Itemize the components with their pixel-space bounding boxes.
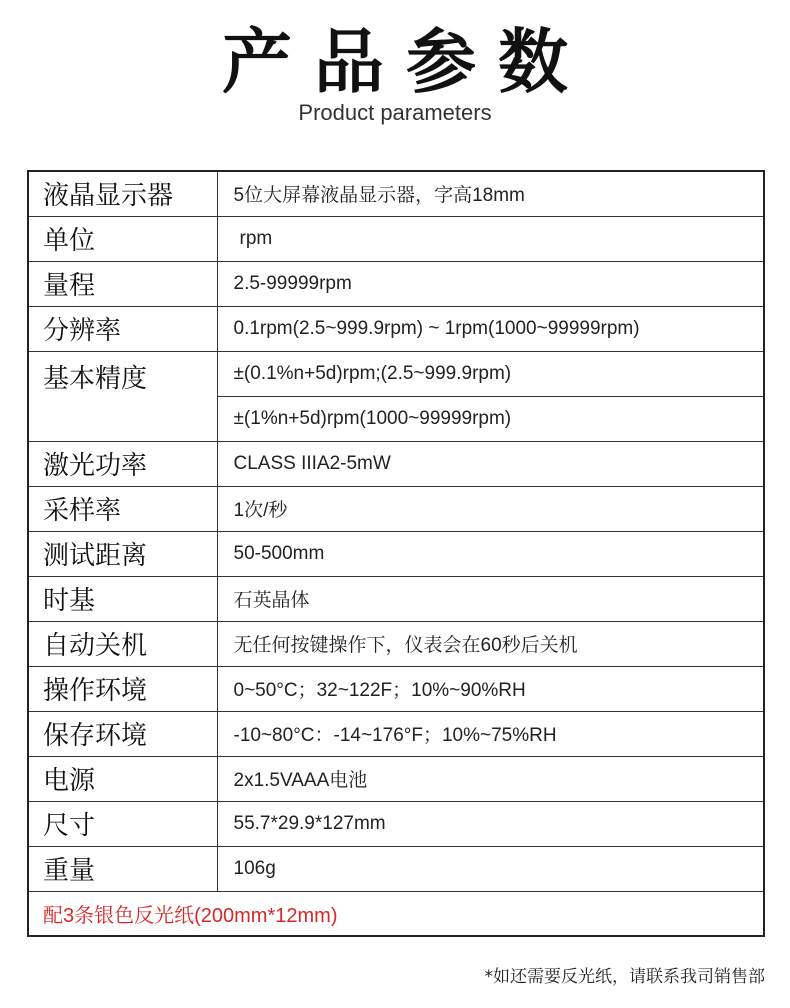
row-label: 采样率 [28,486,217,531]
table-row [28,891,764,936]
row-value: 无任何按键操作下，仪表会在60秒后关机 [217,621,764,666]
table-row [28,666,764,711]
table-row [28,261,764,306]
row-value: 0~50°C；32~122F；10%~90%RH [217,666,764,711]
table-row [28,306,764,351]
table-row [28,801,764,846]
row-label: 单位 [28,216,217,261]
table-row [28,171,764,216]
row-label: 电源 [28,756,217,801]
table-row [28,711,764,756]
row-value: CLASS IIIA2-5mW [217,441,764,486]
row-label: 尺寸 [28,801,217,846]
page-subtitle: Product parameters [298,100,492,125]
row-label: 测试距离 [28,531,217,576]
table-row [28,531,764,576]
table-row [28,576,764,621]
row-label: 自动关机 [28,621,217,666]
row-value: rpm [217,216,764,261]
row-label: 液晶显示器 [28,171,217,216]
table-row [28,621,764,666]
row-value: 55.7*29.9*127mm [217,801,764,846]
row-value: 0.1rpm(2.5~999.9rpm) ~ 1rpm(1000~99999rpm) [217,306,764,351]
row-value: ±(0.1%n+5d)rpm;(2.5~999.9rpm) [217,351,764,396]
row-value: 1次/秒 [217,486,764,531]
table-row [28,486,764,531]
row-label: 分辨率 [28,306,217,351]
table-row [28,756,764,801]
row-value: 2.5-99999rpm [217,261,764,306]
row-label: 激光功率 [28,441,217,486]
row-label: 保存环境 [28,711,217,756]
row-label: 操作环境 [28,666,217,711]
row-value: 2x1.5VAAA电池 [217,756,764,801]
row-label: 量程 [28,261,217,306]
table-row [28,846,764,891]
footnote: *如还需要反光纸，请联系我司销售部 [484,967,765,987]
row-label: 重量 [28,846,217,891]
accessory-note: 配3条银色反光纸(200mm*12mm) [28,891,764,936]
page-title: 产品参数 [222,21,590,103]
row-value: 石英晶体 [217,576,764,621]
row-value: 50-500mm [217,531,764,576]
row-label: 时基 [28,576,217,621]
row-value: -10~80°C：-14~176°F；10%~75%RH [217,711,764,756]
table-row [28,351,764,396]
row-label: 基本精度 [28,351,217,441]
row-value: 5位大屏幕液晶显示器，字高18mm [217,171,764,216]
row-value-secondary: ±(1%n+5d)rpm(1000~99999rpm) [217,396,764,441]
spec-table [27,170,765,937]
table-row [28,441,764,486]
row-value: 106g [217,846,764,891]
table-row [28,216,764,261]
